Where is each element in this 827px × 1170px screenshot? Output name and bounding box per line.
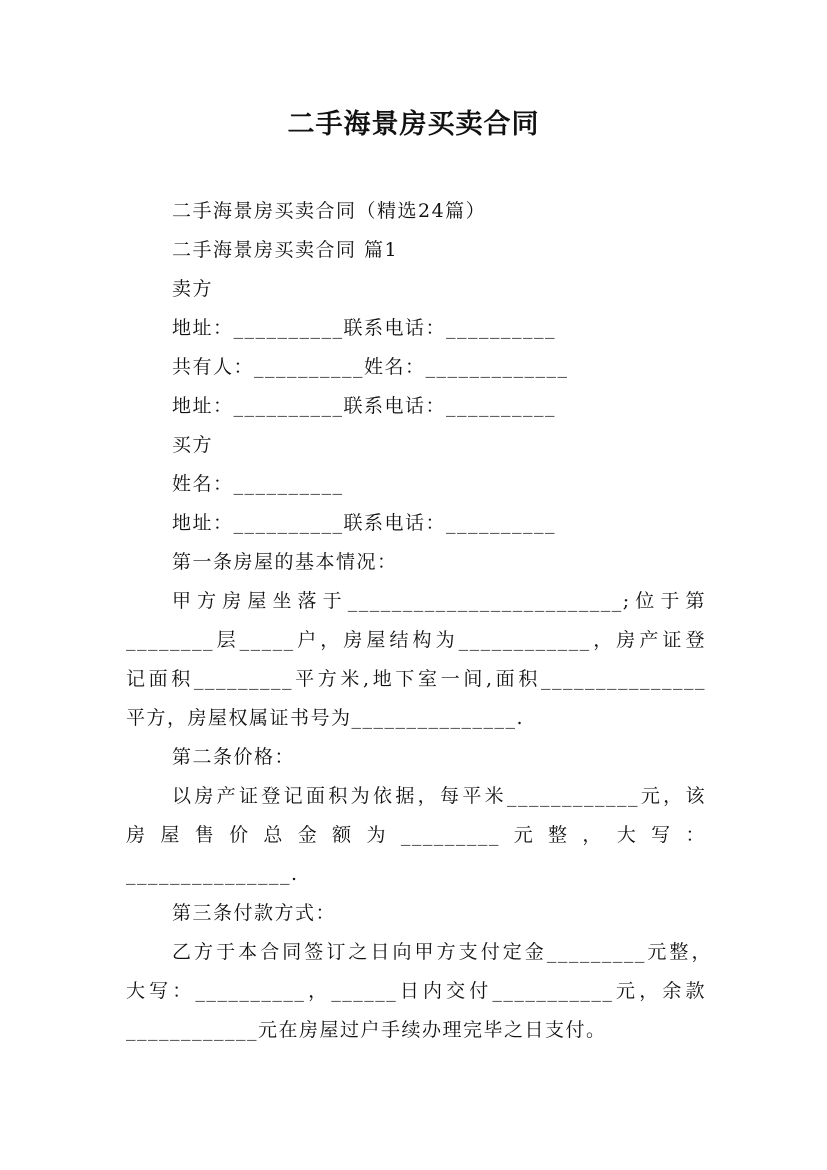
buyer-label: 买方: [172, 434, 214, 456]
article-2-line-1: 以房产证登记面积为依据，每平米____________元，该: [172, 785, 706, 807]
article-2-line-3: _______________.: [126, 863, 299, 885]
co-owner-name: 共有人：__________姓名：_____________: [172, 356, 569, 378]
article-3-line-2: 大写：__________，______日内交付___________元，余款: [126, 980, 706, 1002]
article-2-line-2: 房屋售价总金额为_________元整，大写：: [126, 824, 706, 846]
seller-label: 卖方: [172, 278, 214, 300]
article-3-line-3: ____________元在房屋过户手续办理完毕之日支付。: [126, 1019, 607, 1041]
subtitle-line: 二手海景房买卖合同（精选24篇）: [172, 200, 487, 222]
buyer-name: 姓名：__________: [172, 473, 344, 495]
article-1-line-2: ________层_____户，房屋结构为____________，房产证登: [126, 629, 706, 651]
article-1-heading: 第一条房屋的基本情况：: [172, 551, 398, 573]
article-1-line-4: 平方，房屋权属证书号为_______________.: [126, 707, 525, 729]
buyer-address-phone: 地址：__________联系电话：__________: [172, 512, 557, 534]
seller-address-phone: 地址：__________联系电话：__________: [172, 317, 557, 339]
co-owner-address-phone: 地址：__________联系电话：__________: [172, 395, 557, 417]
document-title: 二手海景房买卖合同: [287, 109, 540, 140]
article-1-line-1: 甲方房屋坐落于_________________________;位于第: [172, 590, 706, 612]
article-2-heading: 第二条价格：: [172, 746, 296, 768]
article-3-line-1: 乙方于本合同签订之日向甲方支付定金_________元整，: [172, 941, 712, 963]
article-3-heading: 第三条付款方式：: [172, 902, 337, 924]
article-1-line-3: 记面积_________平方米,地下室一间,面积_______________: [126, 668, 706, 690]
section-heading: 二手海景房买卖合同 篇1: [172, 239, 399, 261]
